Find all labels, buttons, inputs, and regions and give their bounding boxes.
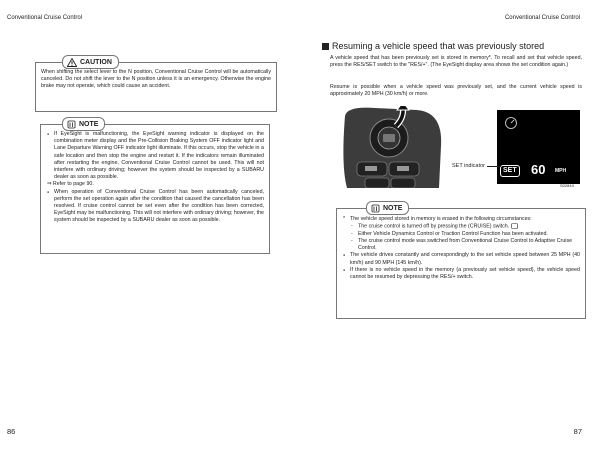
caution-tag xyxy=(62,55,119,69)
note-tag-right xyxy=(366,201,409,215)
note-right-dash-2: - Either Vehicle Dynamics Control or Traction Control Function has been activated. xyxy=(350,231,580,238)
note-right-dash-1: The cruise control is turned off by pressing the (CRUISE) switch. xyxy=(358,223,510,230)
note-right-dash-3: - The cruise control mode was switched from Conventional Cruise Control to Adaptive Cruise Control. xyxy=(350,238,580,252)
figure-code-right: S02844 xyxy=(560,183,574,188)
caution-box xyxy=(35,62,277,112)
running-header-left: Conventional Cruise Control xyxy=(7,15,83,21)
meter-display xyxy=(497,110,580,184)
section-heading xyxy=(322,41,544,51)
note-left-item-2: ● When operation of Conventional Cruise Control has been automatically canceled, perform the set operation again after the condition that caused the cancellation has been resolved. If cruise control cannot be set even after the condition has been corrected, EyeSight may be malfunctioning. This will not interfere with ordinary driving; however, the system should be inspected by a SUBARU dealer as soon as possible. xyxy=(46,189,264,225)
note-label-left: NOTE xyxy=(79,120,99,128)
set-indicator-leader xyxy=(487,166,501,167)
running-header-right: Conventional Cruise Control xyxy=(504,15,580,21)
note-left-item-1: ● If EyeSight is malfunctioning, the EyeSight warning indicator is displayed on the combination meter display and the Pre-Collision Braking System OFF indicator light and Lane Departure Warning OFF indicator light illuminate. If this occurs, stop the vehicle in a safe location and then stop the engine and restart it. If the indicators remain illuminated after restarting the engine, Conventional Cruise Control cannot be used. This will not interfere with ordinary driving; however the system should be inspected by a SUBARU dealer as soon as possible. xyxy=(46,131,264,181)
cruise-status-icon xyxy=(503,116,519,130)
note-right-bullet-2: ● If there is no vehicle speed in the memory (a previously set vehicle speed), the vehicle speed cannot be resumed by depressing the RES/+ switch. xyxy=(342,267,580,281)
note-pen-icon xyxy=(371,204,380,213)
cruise-switch-icon xyxy=(511,223,518,229)
caution-label: CAUTION xyxy=(80,58,112,66)
page-number-left: 86 xyxy=(7,427,16,436)
set-badge: SET xyxy=(500,165,520,177)
page-number-right: 87 xyxy=(573,427,582,436)
note-box-right: * The vehicle speed stored in memory is erased in the following circumstances: - The cruise control is turned off by pressing the (CRUISE) switch. - Either Vehicle Dynamics Control or Traction Control Function has been activated. - The cruise control mode was switched from Conventional Cruise Control to Adaptive Cruise Control. ● The vehicle drives constantly and correspondingly to the set vehicle speed between 25 MPH (40 km/h) and 90 MPH (145 km/h). ● If there is no vehicle speed in the memory (a previously set vehicle speed), the vehicle speed cannot be resumed by depressing the RES/+ switch. xyxy=(336,208,586,319)
note-label-right: NOTE xyxy=(383,204,403,212)
steering-switch-figure xyxy=(337,106,443,188)
note-pen-icon xyxy=(67,120,76,129)
speed-unit: MPH xyxy=(555,168,567,174)
section-intro: A vehicle speed that has been previously set is stored in memory*. To recall and set that vehicle speed, press the RES/SET switch to the "RES/+". (The EyeSight display area shows the set condition again.) xyxy=(330,55,582,69)
note-box-left xyxy=(40,124,270,254)
speed-value: 60 xyxy=(531,162,546,177)
heading-square-icon xyxy=(322,43,329,50)
note-right-bullet-1: ● The vehicle drives constantly and correspondingly to the set vehicle speed between 25 MPH (40 km/h) and 90 MPH (145 km/h). xyxy=(342,252,580,266)
note-tag-left xyxy=(62,117,105,131)
note-right-star-text: The vehicle speed stored in memory is erased in the following circumstances: xyxy=(350,216,532,222)
section-resume: Resume is possible when a vehicle speed was previously set, and the current vehicle speed is approximately 20 MPH (30 km/h) or more. xyxy=(330,84,582,98)
set-indicator-label: SET indicator xyxy=(452,163,485,169)
caution-text: When shifting the select lever to the N position, Conventional Cruise Control will be automatically canceled. Do not shift the lever to the N position unless it is an emergency. Otherwise the engine brake may not operate, which could cause an accident. xyxy=(41,69,271,90)
note-left-refer: ⇒ Refer to page 90. xyxy=(47,181,94,188)
section-title: Resuming a vehicle speed that was previously stored xyxy=(332,41,545,51)
figure-code-left: S02846 xyxy=(395,183,409,188)
warning-triangle-icon xyxy=(67,58,77,67)
